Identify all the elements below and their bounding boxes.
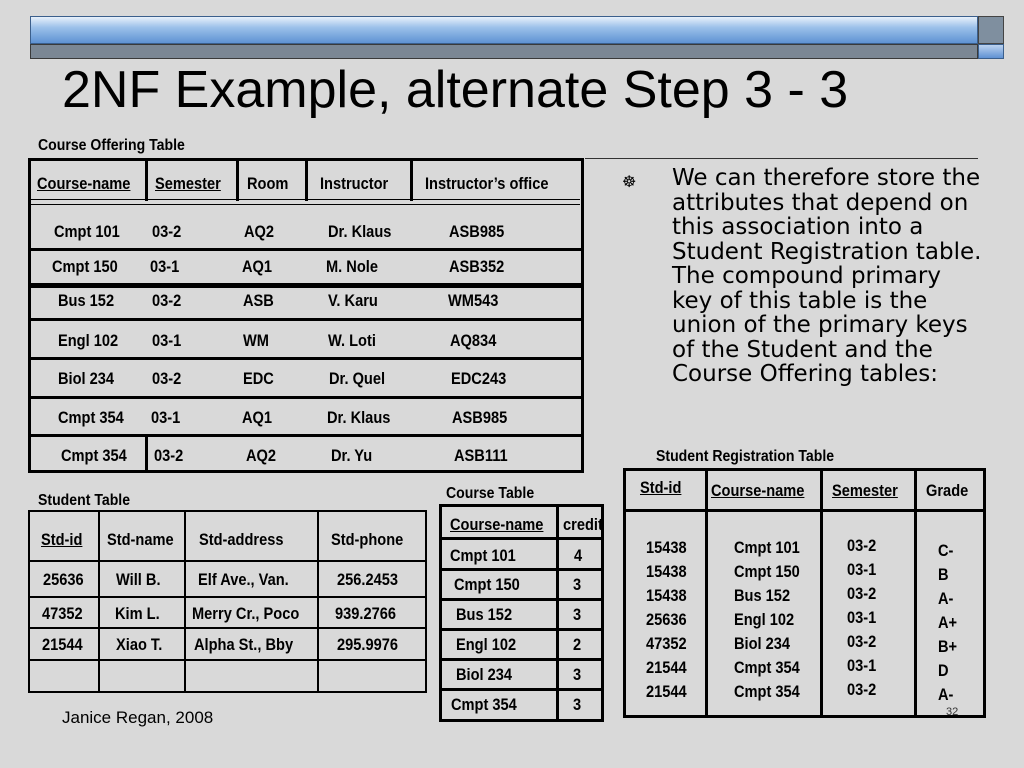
ct-header-course: Course-name (450, 515, 544, 534)
cell: 03-2 (152, 222, 182, 241)
co-header-room: Room (247, 174, 289, 193)
cell: 03-1 (847, 608, 877, 627)
cell: Cmpt 101 (450, 546, 516, 565)
cell: ASB (243, 291, 274, 310)
title-bar-square (978, 16, 1004, 44)
title-underbar-decoration (30, 44, 978, 59)
co-header-course: Course-name (37, 174, 131, 193)
cell: 4 (574, 546, 583, 565)
cell: Cmpt 354 (61, 446, 127, 465)
student-table-label: Student Table (38, 492, 131, 509)
cell: ASB985 (449, 222, 505, 241)
course-table-label: Course Table (446, 485, 535, 502)
st-header-name: Std-name (107, 530, 174, 549)
cell: Cmpt 354 (451, 695, 517, 714)
cell: 03-2 (847, 680, 877, 699)
title-bar-decoration (30, 16, 978, 44)
cell: AQ1 (242, 408, 273, 427)
bullet-text: We can therefore store the attributes that depend on this association into a Student Registration table. The compound primary key of this table is the union of the primary keys of the Student and the Course Offering tables: (672, 165, 982, 387)
cell: 256.2453 (337, 570, 398, 589)
cell: Cmpt 150 (454, 575, 520, 594)
cell: Cmpt 354 (58, 408, 124, 427)
cell: 47352 (646, 634, 687, 653)
cell: 21544 (646, 682, 687, 701)
cell: WM (243, 331, 269, 350)
cell: W. Loti (328, 331, 376, 350)
cell: 3 (573, 605, 582, 624)
cell: Elf Ave., Van. (198, 570, 289, 589)
cell: 15438 (646, 586, 687, 605)
cell: A- (938, 589, 954, 608)
cell: Bus 152 (734, 586, 791, 605)
cell: M. Nole (326, 257, 378, 276)
rt-header-course: Course-name (711, 481, 805, 500)
cell: 21544 (646, 658, 687, 677)
cell: Dr. Klaus (328, 222, 392, 241)
cell: Cmpt 354 (734, 658, 800, 677)
cell: Biol 234 (734, 634, 791, 653)
divider (585, 158, 978, 159)
cell: Engl 102 (456, 635, 517, 654)
co-header-office: Instructor’s office (425, 174, 549, 193)
cell: Bus 152 (58, 291, 115, 310)
cell: Biol 234 (456, 665, 513, 684)
cell: Biol 234 (58, 369, 115, 388)
cell: 03-2 (847, 632, 877, 651)
cell: Cmpt 150 (52, 257, 118, 276)
cell: B (938, 565, 949, 584)
cell: Engl 102 (58, 331, 119, 350)
st-header-address: Std-address (199, 530, 284, 549)
cell: 03-1 (152, 331, 182, 350)
cell: B+ (938, 637, 958, 656)
cell: WM543 (448, 291, 499, 310)
cell: EDC (243, 369, 274, 388)
cell: 03-1 (847, 560, 877, 579)
cell: Cmpt 354 (734, 682, 800, 701)
co-header-instructor: Instructor (320, 174, 389, 193)
cell: 03-2 (847, 536, 877, 555)
cell: 03-2 (152, 369, 182, 388)
cell: AQ1 (242, 257, 273, 276)
footer-author: Janice Regan, 2008 (62, 708, 214, 727)
cell: ASB352 (449, 257, 505, 276)
cell: Cmpt 101 (54, 222, 120, 241)
st-header-id: Std-id (41, 530, 83, 549)
cell: Xiao T. (116, 635, 163, 654)
page-title: 2NF Example, alternate Step 3 - 3 (62, 61, 849, 119)
cell: 03-1 (847, 656, 877, 675)
cell: C- (938, 541, 954, 560)
course-offering-label: Course Offering Table (38, 137, 185, 154)
registration-table-label: Student Registration Table (656, 448, 835, 465)
cell: Will B. (116, 570, 161, 589)
dharma-wheel-icon: ☸ (622, 174, 637, 191)
cell: Dr. Yu (331, 446, 373, 465)
cell: AQ834 (450, 331, 497, 350)
cell: 03-2 (152, 291, 182, 310)
st-header-phone: Std-phone (331, 530, 404, 549)
title-underbar-square (978, 44, 1004, 59)
rt-header-semester: Semester (832, 481, 898, 500)
cell: 03-2 (154, 446, 184, 465)
cell: Dr. Quel (329, 369, 386, 388)
cell: D (938, 661, 949, 680)
cell: 15438 (646, 538, 687, 557)
cell: Alpha St., Bby (194, 635, 294, 654)
cell: AQ2 (246, 446, 277, 465)
cell: ASB111 (454, 446, 508, 465)
cell: 25636 (646, 610, 687, 629)
cell: 25636 (43, 570, 84, 589)
cell: 21544 (42, 635, 83, 654)
cell: 3 (573, 665, 582, 684)
rt-header-grade: Grade (926, 481, 969, 500)
cell: Merry Cr., Poco (192, 604, 300, 623)
cell: 47352 (42, 604, 83, 623)
cell: 295.9976 (337, 635, 398, 654)
cell: Bus 152 (456, 605, 513, 624)
rt-header-id: Std-id (640, 478, 682, 497)
cell: 03-1 (150, 257, 180, 276)
cell: A- (938, 685, 954, 704)
cell: V. Karu (328, 291, 378, 310)
cell: Dr. Klaus (327, 408, 391, 427)
cell: 03-1 (151, 408, 181, 427)
cell: 15438 (646, 562, 687, 581)
cell: EDC243 (451, 369, 507, 388)
cell: 03-2 (847, 584, 877, 603)
cell: ASB985 (452, 408, 508, 427)
cell: AQ2 (244, 222, 275, 241)
cell: A+ (938, 613, 958, 632)
cell: 2 (573, 635, 582, 654)
cell: 3 (573, 695, 582, 714)
page-number: 32 (946, 706, 959, 718)
cell: Cmpt 150 (734, 562, 800, 581)
cell: Cmpt 101 (734, 538, 800, 557)
ct-header-credit: credit (563, 515, 603, 534)
co-header-semester: Semester (155, 174, 221, 193)
cell: 939.2766 (335, 604, 396, 623)
cell: 3 (573, 575, 582, 594)
cell: Engl 102 (734, 610, 795, 629)
cell: Kim L. (115, 604, 160, 623)
